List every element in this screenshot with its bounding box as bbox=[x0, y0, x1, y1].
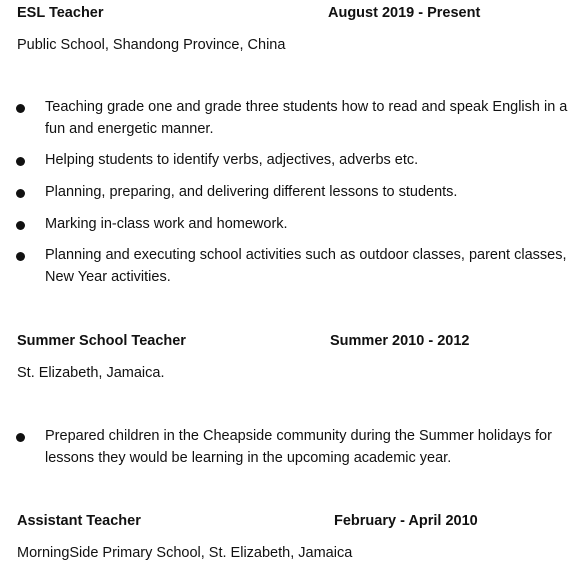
bullet-icon bbox=[16, 433, 25, 442]
bullet-icon bbox=[16, 157, 25, 166]
job-title: Summer School Teacher bbox=[17, 333, 186, 349]
job-title: ESL Teacher bbox=[17, 5, 104, 21]
job-title: Assistant Teacher bbox=[17, 513, 141, 529]
bullet-text: Helping students to identify verbs, adjectives, adverbs etc. bbox=[45, 152, 419, 168]
job-organization: Public School, Shandong Province, China bbox=[17, 37, 286, 53]
bullet-text: Prepared children in the Cheapside community during the Summer holidays for lessons they would be learning in the upcoming academic year. bbox=[45, 428, 552, 466]
bullet-icon bbox=[16, 189, 25, 198]
bullet-text: Planning, preparing, and delivering different lessons to students. bbox=[45, 184, 458, 200]
job-dates: Summer 2010 - 2012 bbox=[330, 333, 470, 349]
bullet-text: Planning and executing school activities such as outdoor classes, parent classes, New Year activities. bbox=[45, 247, 567, 285]
job-organization: St. Elizabeth, Jamaica. bbox=[17, 365, 165, 381]
job-dates: August 2019 - Present bbox=[328, 5, 481, 21]
bullet-icon bbox=[16, 252, 25, 261]
bullet-text: Marking in-class work and homework. bbox=[45, 216, 288, 232]
bullet-icon bbox=[16, 104, 25, 113]
job-dates: February - April 2010 bbox=[334, 513, 478, 529]
job-organization: MorningSide Primary School, St. Elizabeth, Jamaica bbox=[17, 545, 353, 561]
bullet-icon bbox=[16, 221, 25, 230]
bullet-text: Teaching grade one and grade three students how to read and speak English in a fun and energetic manner. bbox=[45, 99, 568, 137]
